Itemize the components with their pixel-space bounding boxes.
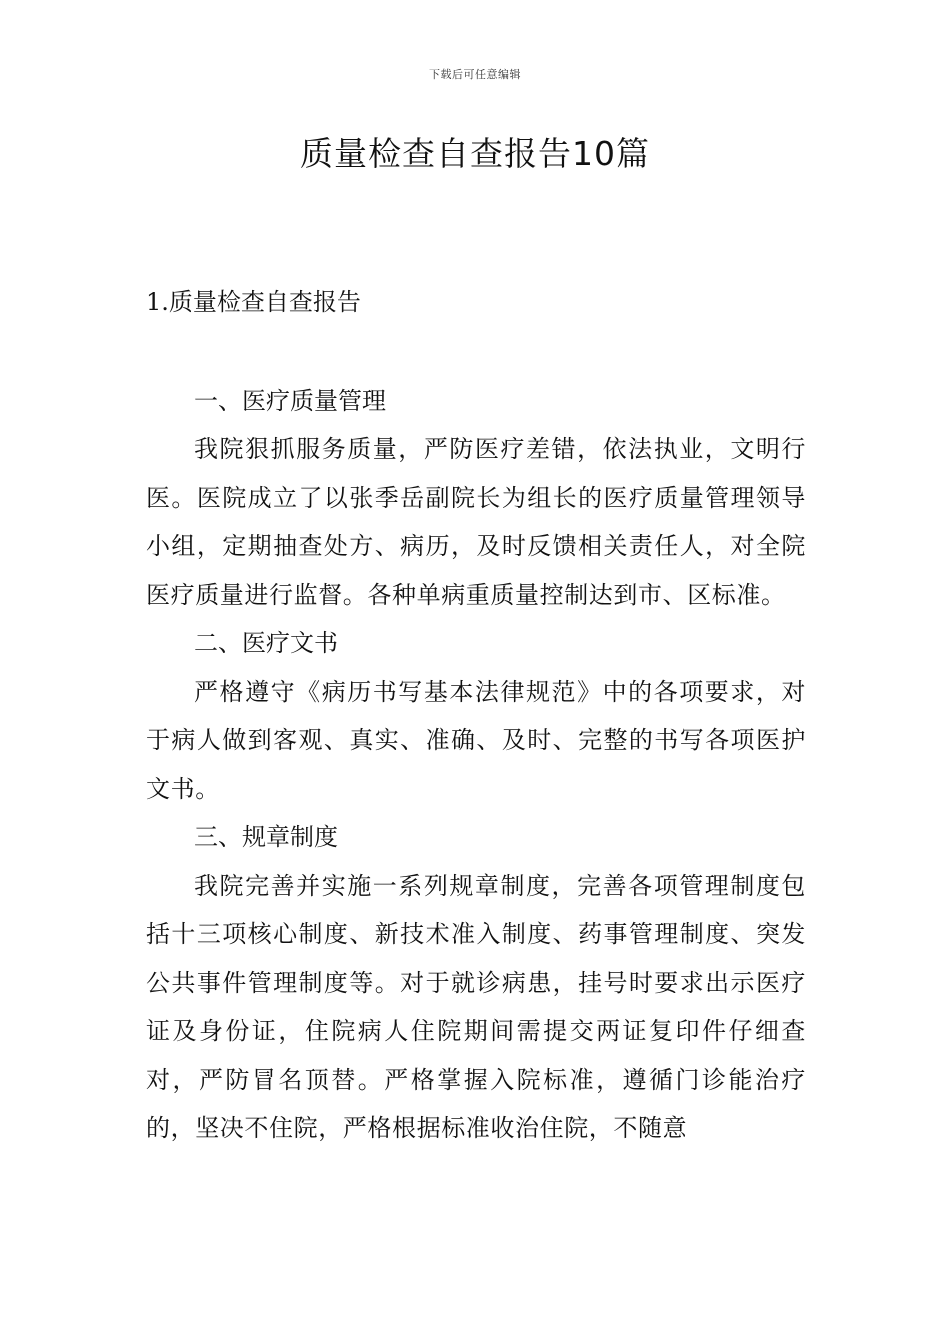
heading-medical-quality: 一、医疗质量管理 <box>194 386 386 415</box>
paragraph-medical-quality: 我院狠抓服务质量，严防医疗差错，依法执业，文明行医。医院成立了以张季岳副院长为组长的医疗质量管理领导小组，定期抽查处方、病历，及时反馈相关责任人，对全院医疗质量进行监督。各种单病重质量控制达到市、区标准。 <box>146 435 806 609</box>
document-title: 质量检查自查报告10篇 <box>300 134 650 173</box>
paragraph-regulations: 我院完善并实施一系列规章制度，完善各项管理制度包括十三项核心制度、新技术准入制度、药事管理制度、突发公共事件管理制度等。对于就诊病患，挂号时要求出示医疗证及身份证，住院病人住院期间需提交两证复印件仔细查对，严防冒名顶替。严格掌握入院标准，遵循门诊能治疗的，坚决不住院，严格根据标准收治住院，不随意 <box>146 871 806 1142</box>
document-body <box>146 278 806 1153</box>
header-note: 下载后可任意编辑 <box>429 68 521 81</box>
paragraph-medical-documents: 严格遵守《病历书写基本法律规范》中的各项要求，对于病人做到客观、真实、准确、及时、完整的书写各项医护文书。 <box>146 677 806 803</box>
heading-medical-documents: 二、医疗文书 <box>194 629 338 657</box>
section-title: 1.质量检查自查报告 <box>146 288 361 316</box>
spacer <box>146 327 806 377</box>
heading-regulations: 三、规章制度 <box>194 823 338 851</box>
